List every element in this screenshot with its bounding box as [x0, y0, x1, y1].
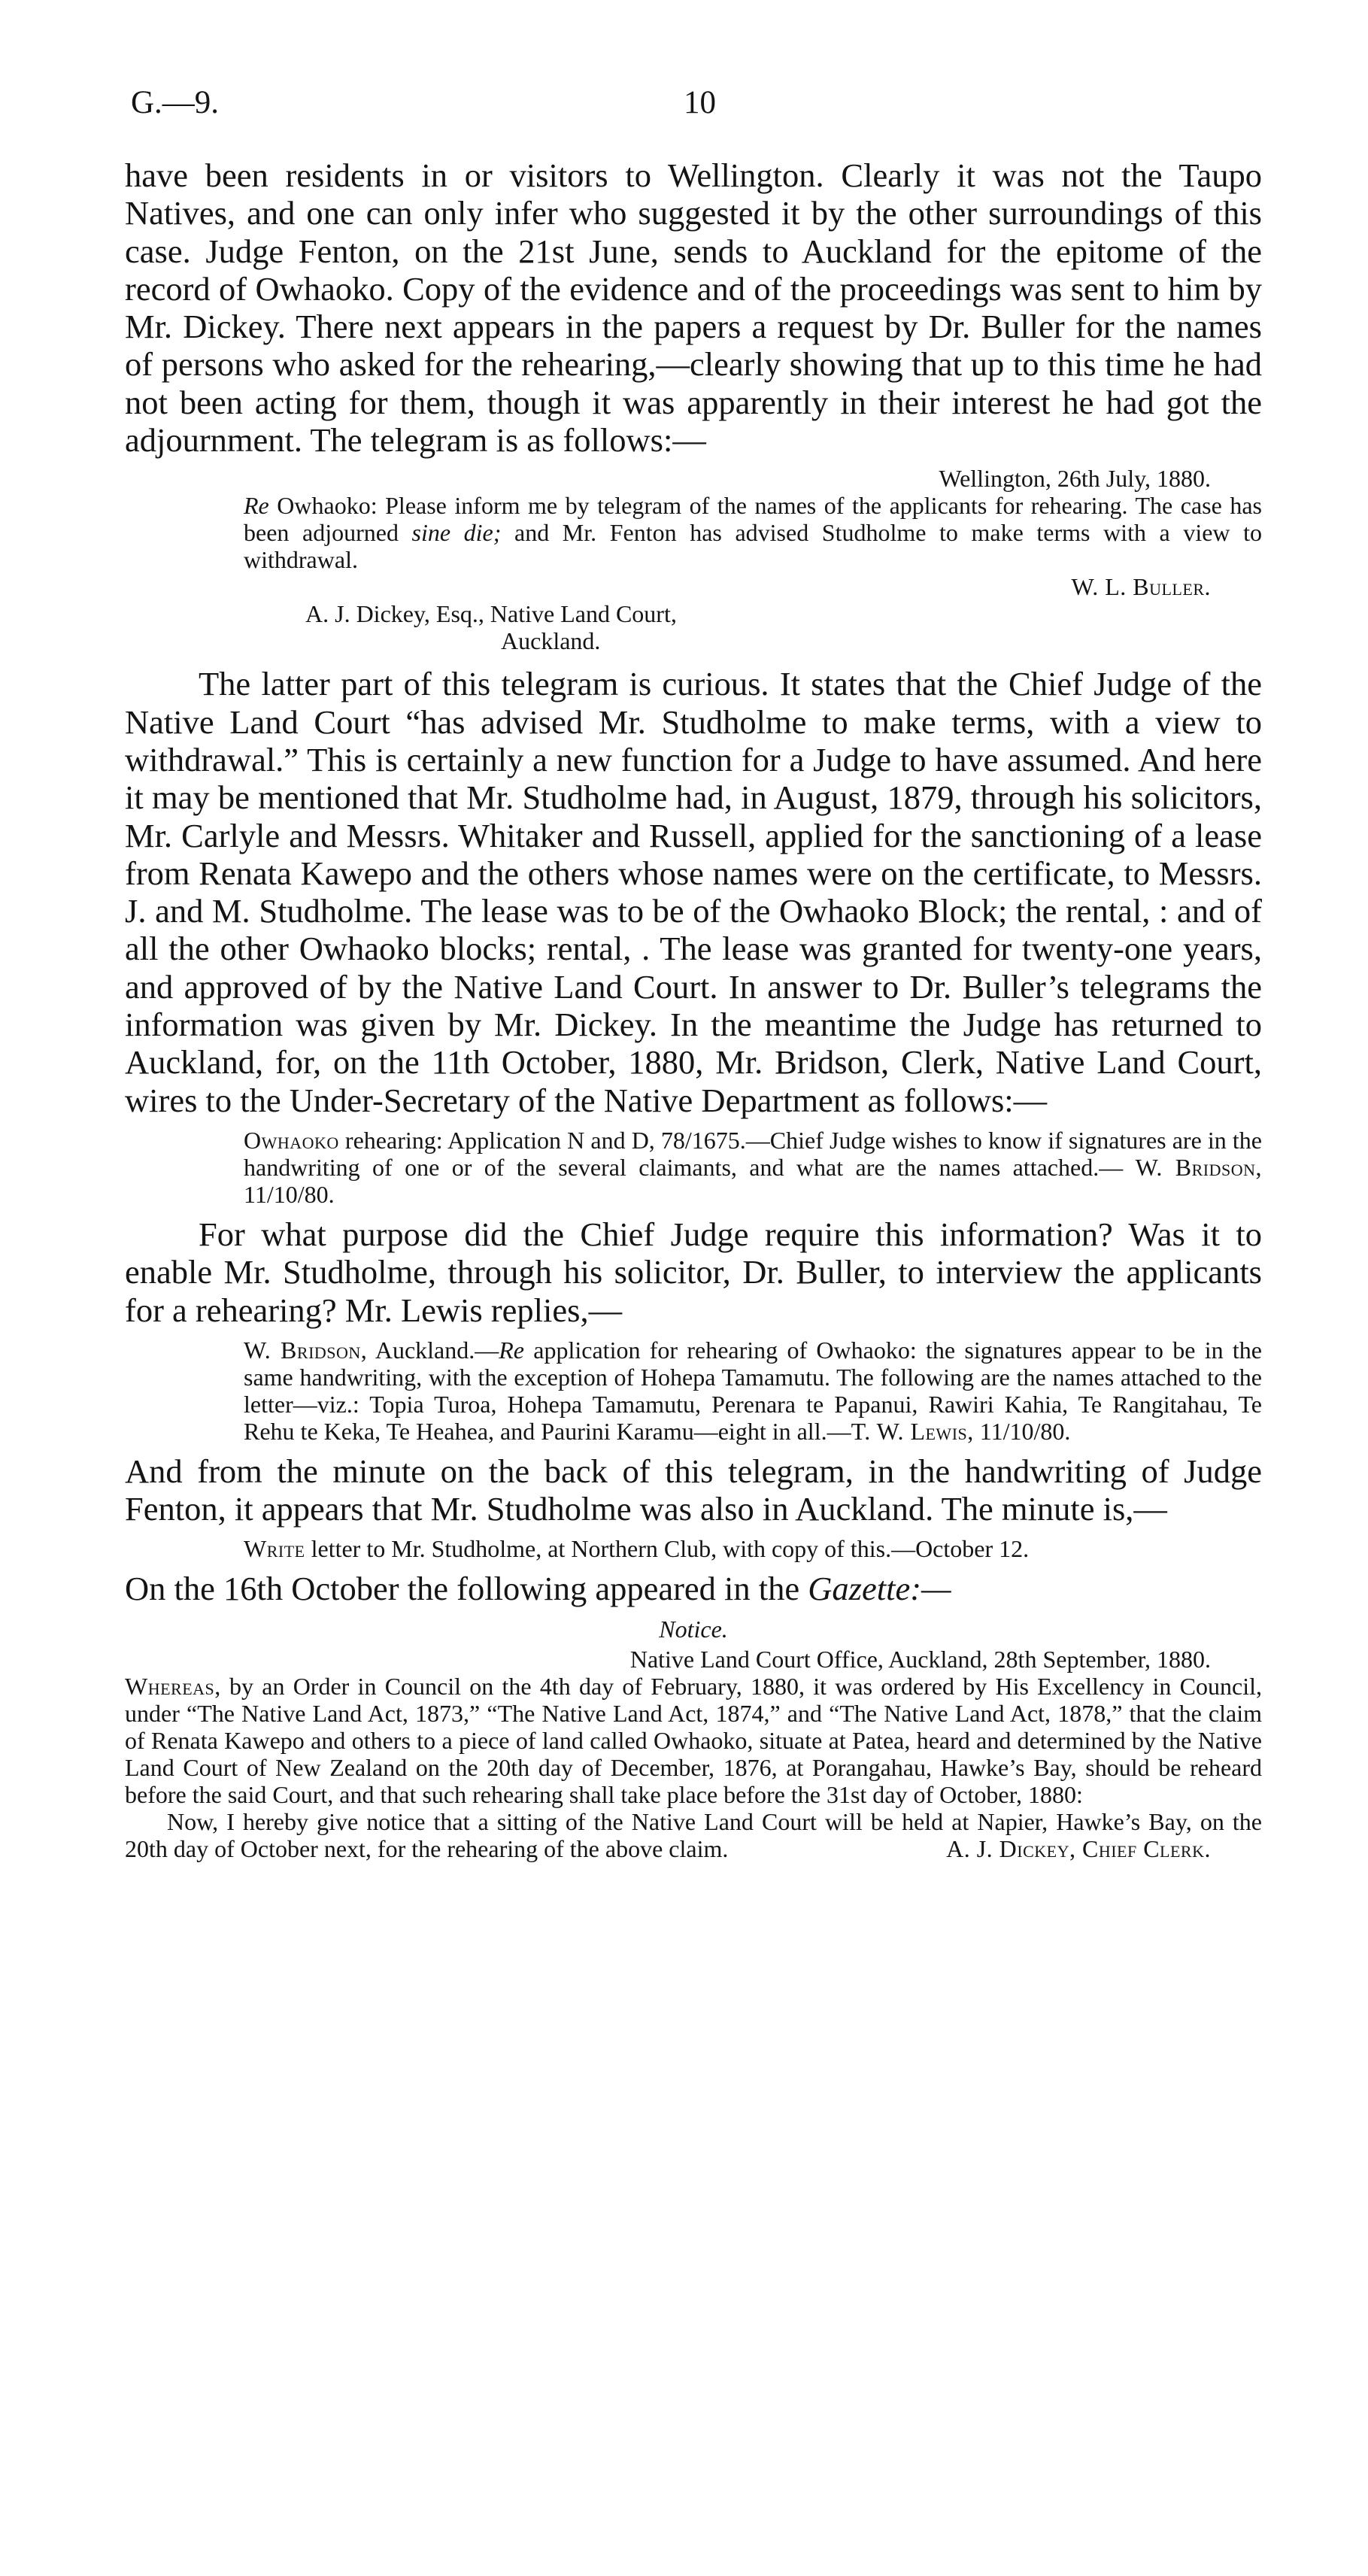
gazette-name: Gazette:—	[808, 1570, 951, 1608]
document-body	[125, 156, 1262, 1862]
notice-title-text: Notice.	[659, 1615, 728, 1643]
minute-text	[244, 1535, 1262, 1562]
telegram-lewis-date: 11/10/80.	[973, 1417, 1071, 1445]
notice-body: by an Order in Council on the 4th day of February, 1880, it was ordered by His Excellency in Council, under “The Native Land Act, 1873,” “The Native Land Act, 1874,” and “The Native Land Act, 1878,” that the claim of Renata Kawepo and others to a piece of land called Owhaoko, situate at Patea, heard and determined by the Native Land Court of New Zealand on the 20th day of December, 1876, at Porangahau, Hawke’s Bay, should be reheard before the said Court, and that such rehearing shall take place before the 31st day of October, 1880:	[125, 1672, 1262, 1808]
telegram-date-line: Wellington, 26th July, 1880.	[939, 465, 1211, 493]
paragraph-latter-part: The latter part of this telegram is curious. It states that the Chief Judge of the Native Land Court “has advised Mr. Studholme to make terms, with a view to withdrawal.” This is certainly a new function for a Judge to have assumed. And here it may be mentioned that Mr. Studholme had, in August, 1879, through his solicitors, Mr. Carlyle and Messrs. Whitaker and Russell, applied for the sanctioning of a lease from Renata Kawepo and the others whose names were on the certificate, to Messrs. J. and M. Studholme. The lease was to be of the Owhaoko Block; the rental, : and of all the other Owhaoko blocks; rental, . The lease was granted for twenty-one years, and approved of by the Native Land Court. In answer to Dr. Buller’s telegrams the information was given by Mr. Dickey. In the meantime the Judge has returned to Auckland, for, on the 11th October, 1880, Mr. Bridson, Clerk, Native Land Court, wires to the Under-Secretary of the Native Department as follows:—	[125, 665, 1262, 1119]
telegram-text-b: and Mr. Fenton has advised Studholme to make terms with a view to withdrawal.	[244, 519, 1263, 574]
notice-signature: A. J. Dickey, Chief Clerk.	[946, 1834, 1211, 1862]
page-header	[131, 84, 1262, 129]
page-number: 10	[684, 85, 716, 120]
telegram-lewis-text-a: Auckland.—	[367, 1336, 499, 1364]
notice-title	[125, 1616, 1262, 1643]
telegram-bridson-lead: Owhaoko	[244, 1126, 339, 1154]
telegram-sine-die: sine die;	[411, 519, 502, 547]
telegram-re: Re	[244, 492, 269, 520]
addressee-line-2: Auckland.	[501, 627, 601, 655]
gazette-notice	[125, 1616, 1262, 1862]
notice-lead: Whereas,	[125, 1672, 221, 1700]
paragraph-what-purpose: For what purpose did the Chief Judge require this information? Was it to enable Mr. Studholme, through his solicitor, Dr. Buller, to interview the applicants for a rehearing? Mr. Lewis replies,—	[125, 1215, 1262, 1329]
telegram-text	[244, 492, 1262, 573]
telegram-lewis-text-b: application for rehearing of Owhaoko: the signatures appear to be in the same handwriting, with the exception of Hohepa Tamamutu. The following are the names attached to the letter—viz.: Topia Turoa, Hohepa Tamamutu, Perenara te Papanui, Rawiri Kahia, Te Rangitahau, Te Rehu te Keka, Te Heahea, and Paurini Karamu—eight in all.—	[244, 1336, 1263, 1445]
telegram-buller	[125, 465, 1262, 654]
parliamentary-paper-ref: G.—9.	[131, 85, 220, 120]
telegram-addressee	[305, 600, 1262, 654]
minute-body: letter to Mr. Studholme, at Northern Club, with copy of this.—October 12.	[305, 1535, 1030, 1563]
notice-now-text: Now, I hereby give notice that a sitting of the Native Land Court will be held at Napier, Hawke’s Bay, on the 20th day of October next, for the rehearing of the above claim.	[125, 1807, 1262, 1862]
telegram-bridson-sign: W. Bridson,	[1135, 1153, 1262, 1181]
telegram-signature: W. L. Buller.	[1071, 573, 1211, 601]
paragraph-continuation: have been residents in or visitors to Wellington. Clearly it was not the Taupo Natives, and one can only infer who suggested it by the other surroundings of this case. Judge Fenton, on the 21st June, sends to Auckland for the epitome of the record of Owhaoko. Copy of the evidence and of the proceedings was sent to him by Mr. Dickey. There next appears in the papers a request by Dr. Buller for the names of persons who asked for the rehearing,—clearly showing that up to this time he had not been acting for them, though it was apparently in their interest he had got the adjournment. The telegram is as follows:—	[125, 156, 1262, 460]
telegram-text-a: Owhaoko: Please inform me by telegram of the names of the applicants for rehearing. The case has been adjourned	[244, 492, 1262, 547]
telegram-lewis	[244, 1337, 1262, 1445]
notice-office-line: Native Land Court Office, Auckland, 28th September, 1880.	[629, 1645, 1211, 1673]
telegram-bridson	[244, 1127, 1262, 1208]
notice-whereas	[125, 1673, 1262, 1808]
telegram-lewis-lead: W. Bridson,	[244, 1336, 368, 1364]
notice-now	[125, 1808, 1262, 1862]
telegram-bridson-date: 11/10/80.	[244, 1180, 335, 1208]
gazette-intro-text: On the 16th October the following appeared in the	[125, 1570, 808, 1608]
paragraph-minute-intro: And from the minute on the back of this telegram, in the handwriting of Judge Fenton, it appears that Mr. Studholme was also in Auckland. The minute is,—	[125, 1452, 1262, 1528]
telegram-bridson-text: rehearing: Application N and D, 78/1675.—Chief Judge wishes to know if signatures are in the handwriting of one or of the several claimants, and what are the names attached.—	[244, 1126, 1262, 1181]
telegram-lewis-sign: T. W. Lewis,	[851, 1417, 974, 1445]
telegram-lewis-re: Re	[499, 1336, 524, 1364]
minute-lead: Write	[244, 1535, 305, 1563]
addressee-line-1: A. J. Dickey, Esq., Native Land Court,	[305, 600, 677, 628]
paragraph-gazette-intro	[125, 1570, 1262, 1607]
